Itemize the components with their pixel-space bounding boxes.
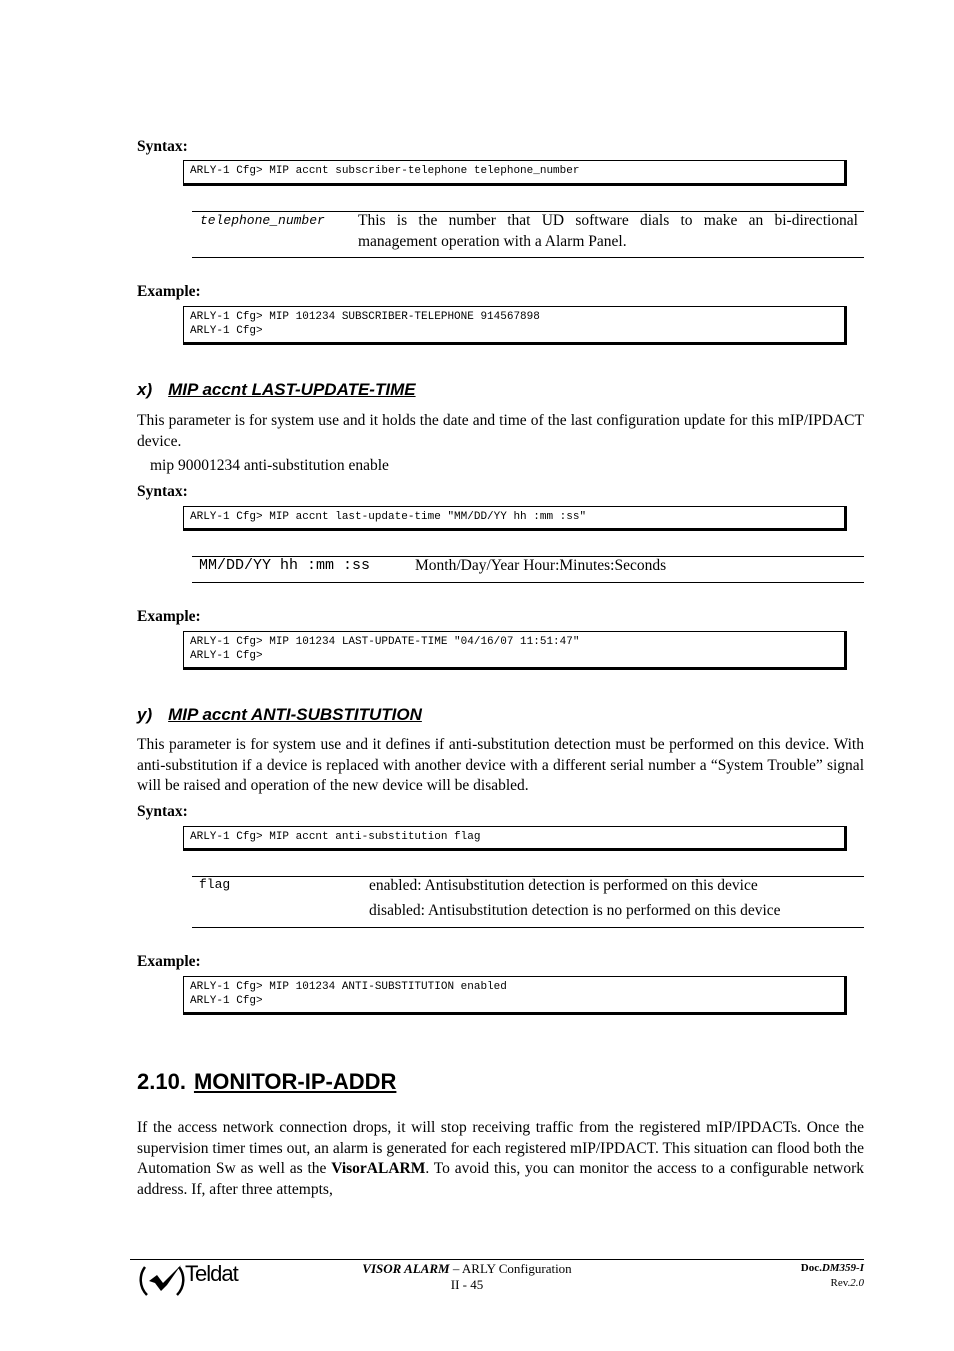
syntax-label: Syntax: [137,138,188,155]
param-description: enabled: Antisubstitution detection is performed on this device [369,877,758,894]
code-block: ARLY-1 Cfg> MIP accnt anti-substitution flag [183,826,847,851]
footer-title: VISOR ALARM – ARLY Configuration [362,1261,572,1276]
bird-logo-icon [137,1261,187,1297]
param-description: Month/Day/Year Hour:Minutes:Seconds [415,557,667,574]
example-label: Example: [137,608,201,625]
example-label: Example: [137,283,201,300]
syntax-label: Syntax: [137,803,188,820]
logo-text: Teldat [185,1261,238,1286]
code-block: ARLY-1 Cfg> MIP 101234 LAST-UPDATE-TIME "04/16/07 11:51:47" ARLY-1 Cfg> [183,631,847,670]
chapter-heading: 2.10. MONITOR-IP-ADDR [137,1069,397,1094]
code-block: ARLY-1 Cfg> MIP accnt last-update-time "MM/DD/YY hh :mm :ss" [183,506,847,531]
footer-rule [130,1259,864,1260]
footer-doc-info [764,1261,864,1291]
monitor-paragraph: If the access network connection drops, it will stop receiving traffic from the registered mIP/IPDACTs. Once the supervision timer times out, an alarm is generated for each registered mIP/IPDACT. This situation can flood both the Automation Sw as well as the VisorALARM. To avoid this, you can monitor the access to a configurable network address. If, after three attempts, [137,1119,864,1198]
param-description: This is the number that UD software dials to make an bi-directional management operation with a Alarm Panel. [358,212,858,250]
doc-id: Doc.DM359-I [800,1262,864,1274]
section-heading: x) MIP accnt LAST-UPDATE-TIME [137,380,416,399]
section-description: This parameter is for system use and it defines if anti-substitution detection must be performed on this device. With anti-substitution if a device is replaced with another device with a different serial number a “System Trouble” signal will be raised and operation of the new device will be disabled. [137,736,864,794]
param-name: MM/DD/YY hh :mm :ss [199,557,371,574]
revision: Rev.2.0 [830,1277,864,1289]
code-block: ARLY-1 Cfg> MIP 101234 ANTI-SUBSTITUTION enabled ARLY-1 Cfg> [183,976,847,1015]
divider [192,257,864,258]
param-name: flag [199,877,231,892]
section-heading: y) MIP accnt ANTI-SUBSTITUTION [137,705,422,724]
example-label: Example: [137,953,201,970]
code-block: ARLY-1 Cfg> MIP accnt subscriber-telephone telephone_number [183,160,847,186]
note-text: mip 90001234 anti-substitution enable [150,457,389,474]
code-block: ARLY-1 Cfg> MIP 101234 SUBSCRIBER-TELEPHONE 914567898 ARLY-1 Cfg> [183,306,847,345]
divider [192,927,864,928]
teldat-logo [137,1261,247,1299]
divider [192,582,864,583]
page-number: II - 45 [450,1277,484,1292]
param-name: telephone_number [200,213,325,228]
param-description: disabled: Antisubstitution detection is no performed on this device [369,902,781,919]
syntax-label: Syntax: [137,483,188,500]
footer-center [300,1261,634,1293]
section-description: This parameter is for system use and it holds the date and time of the last configuration update for this mIP/IPDACT device. [137,412,864,450]
